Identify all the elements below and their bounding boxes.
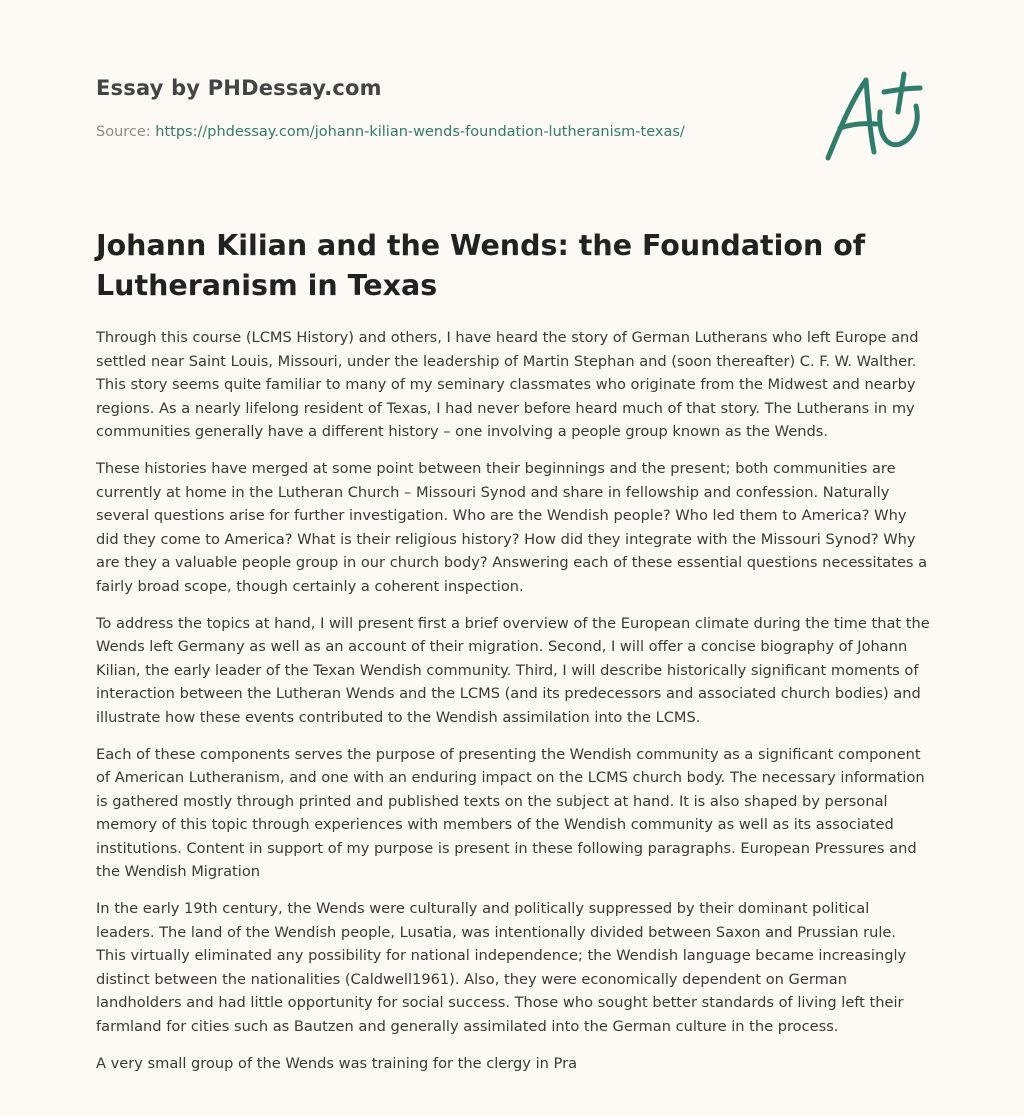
source-link[interactable]: https://phdessay.com/johann-kilian-wends-foundation-lutheranism-texas/ [155,124,685,140]
a-plus-logo-icon [818,66,930,166]
source-line [96,124,685,140]
paragraph: To address the topics at hand, I will present first a brief overview of the European climate during the time that the Wends left Germany as well as an account of their migration. Second, I will offer a concise biography of Johann Kilian, the early leader of the Texan Wendish community. Third, I will describe historically significant moments of interaction between the Lutheran Wends and the LCMS (and its predecessors and associated church bodies) and illustrate how these events contributed to the Wendish assimilation into the LCMS. [96,614,930,726]
paragraph: Each of these components serves the purpose of presenting the Wendish community as a significant component of American Lutheranism, and one with an enduring impact on the LCMS church body. The necessary information is gathered mostly through printed and published texts on the subject at hand. It is also shaped by personal memory of this topic through experiences with members of the Wendish community as well as its associated institutions. Content in support of my purpose is present in these following paragraphs. European Pressures and the Wendish Migration [96,745,925,881]
paragraph: In the early 19th century, the Wends were culturally and politically suppressed by their dominant political leaders. The land of the Wendish people, Lusatia, was intentionally divided between Saxon and Prussian rule. This virtually eliminated any possibility for national independence; the Wendish language became increasingly distinct between the nationalities (Caldwell1961). Also, they were economically dependent on German landholders and had little opportunity for social success. Those who sought better standards of living left their farmland for cities such as Bautzen and generally assimilated into the German culture in the process. [96,900,907,1036]
site-brand: Essay by PHDessay.com [96,76,382,100]
article-title: Johann Kilian and the Wends: the Foundation of Lutheranism in Texas [96,229,866,302]
paragraph: These histories have merged at some point between their beginnings and the present; both communities are currently at home in the Lutheran Church – Missouri Synod and share in fellowship and confession. Naturally several questions arise for further investigation. Who are the Wendish people? Who led them to America? Why did they come to America? What is their religious history? How did they integrate with the Missouri Synod? Why are they a valuable people group in our church body? Answering each of these essential questions necessitates a fairly broad scope, though certainly a coherent inspection. [96,459,928,595]
source-label: Source: [96,124,156,140]
article-body [96,326,930,1088]
paragraph: Through this course (LCMS History) and others, I have heard the story of German Lutherans who left Europe and settled near Saint Louis, Missouri, under the leadership of Martin Stephan and (soon thereafter) C. F. W. Walther. This story seems quite familiar to many of my seminary classmates who originate from the Midwest and nearby regions. As a nearly lifelong resident of Texas, I had never before heard much of that story. The Lutherans in my communities generally have a different history – one involving a people group known as the Wends. [96,329,919,441]
paragraph: A very small group of the Wends was training for the clergy in Pra [96,1054,578,1072]
